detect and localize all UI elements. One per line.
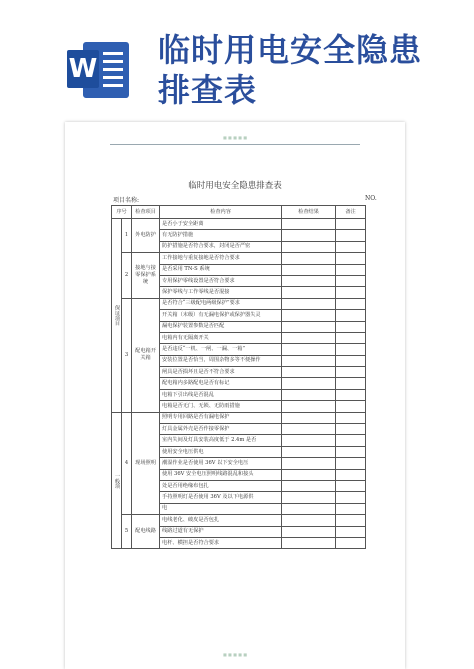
watermark-bottom: ■ ■ ■ ■ ■ — [223, 652, 247, 657]
remark-cell[interactable] — [336, 298, 366, 309]
check-content-cell: 防护措施是否符合要求，封闭是否严密 — [160, 241, 282, 252]
check-result-cell[interactable] — [282, 458, 336, 469]
check-content-cell: 电线老化、破皮是否包扎 — [160, 515, 282, 526]
inspection-table — [111, 205, 366, 549]
banner-title-line1: 临时用电安全隐患 — [158, 31, 423, 69]
number-label: NO. — [365, 195, 377, 202]
row-number-cell: 4 — [122, 412, 132, 515]
check-item-cell: 接地与接零保护系统 — [132, 253, 160, 299]
row-number-cell: 3 — [122, 298, 132, 412]
row-number-cell: 2 — [122, 253, 132, 299]
remark-cell[interactable] — [336, 446, 366, 457]
check-content-cell: 电 — [160, 503, 282, 514]
check-result-cell[interactable] — [282, 492, 336, 503]
remark-cell[interactable] — [336, 469, 366, 480]
check-item-cell: 配电箱开关箱 — [132, 298, 160, 412]
banner-title — [158, 30, 458, 110]
check-content-cell: 电箱内有无隔离开关 — [160, 332, 282, 343]
remark-cell[interactable] — [336, 332, 366, 343]
check-item-cell: 外电防护 — [132, 219, 160, 253]
remark-cell[interactable] — [336, 424, 366, 435]
header-item: 检查项目 — [132, 206, 160, 219]
remark-cell[interactable] — [336, 401, 366, 412]
header-result: 检查结果 — [282, 206, 336, 219]
remark-cell[interactable] — [336, 230, 366, 241]
remark-cell[interactable] — [336, 492, 366, 503]
check-result-cell[interactable] — [282, 378, 336, 389]
check-content-cell: 使用安全电压供电 — [160, 446, 282, 457]
check-content-cell: 是否符合“三级配电两级保护”要求 — [160, 298, 282, 309]
check-content-cell: 潮湿作业是否使用 36V 以下安全电压 — [160, 458, 282, 469]
watermark-top: ■ ■ ■ ■ ■ — [223, 135, 247, 140]
banner — [0, 0, 474, 112]
header-content: 检查内容 — [160, 206, 282, 219]
check-result-cell[interactable] — [282, 321, 336, 332]
table-row — [112, 515, 366, 526]
check-result-cell[interactable] — [282, 480, 336, 491]
banner-title-line2: 排查表 — [158, 71, 258, 109]
check-result-cell[interactable] — [282, 287, 336, 298]
remark-cell[interactable] — [336, 287, 366, 298]
remark-cell[interactable] — [336, 241, 366, 252]
check-content-cell: 专用保护零线设置是否符合要求 — [160, 275, 282, 286]
remark-cell[interactable] — [336, 537, 366, 548]
check-result-cell[interactable] — [282, 219, 336, 230]
check-content-cell: 手持照明灯是否使用 36V 及以下电源供 — [160, 492, 282, 503]
header-no: 序号 — [112, 206, 132, 219]
document-title: 临时用电安全隐患排查表 — [188, 181, 282, 191]
check-result-cell[interactable] — [282, 446, 336, 457]
remark-cell[interactable] — [336, 515, 366, 526]
remark-cell[interactable] — [336, 310, 366, 321]
remark-cell[interactable] — [336, 264, 366, 275]
row-number-cell: 1 — [122, 219, 132, 253]
remark-cell[interactable] — [336, 253, 366, 264]
category-cell: 保证项目 — [112, 219, 122, 413]
check-content-cell: 工作接地与重复接地是否符合要求 — [160, 253, 282, 264]
check-content-cell: 是否小于安全距离 — [160, 219, 282, 230]
check-result-cell[interactable] — [282, 264, 336, 275]
check-content-cell: 开关箱（末级）有无漏电保护或保护器失灵 — [160, 310, 282, 321]
check-content-cell: 室内失间及灯具安装高度低于 2.4m 是否 — [160, 435, 282, 446]
remark-cell[interactable] — [336, 219, 366, 230]
row-number-cell: 5 — [122, 515, 132, 549]
remark-cell[interactable] — [336, 275, 366, 286]
check-result-cell[interactable] — [282, 412, 336, 423]
check-result-cell[interactable] — [282, 253, 336, 264]
table-row — [112, 412, 366, 423]
check-content-cell: 是否采用 TN-S 系统 — [160, 264, 282, 275]
document-page — [65, 122, 405, 669]
header-remark: 备注 — [336, 206, 366, 219]
remark-cell[interactable] — [336, 367, 366, 378]
header-rule — [110, 144, 360, 145]
check-result-cell[interactable] — [282, 298, 336, 309]
check-result-cell[interactable] — [282, 230, 336, 241]
check-result-cell[interactable] — [282, 537, 336, 548]
check-content-cell: 有无防护措施 — [160, 230, 282, 241]
remark-cell[interactable] — [336, 412, 366, 423]
remark-cell[interactable] — [336, 355, 366, 366]
remark-cell[interactable] — [336, 480, 366, 491]
category-cell: 一般项 — [112, 412, 122, 549]
check-content-cell: 照明专用回路是否有漏电保护 — [160, 412, 282, 423]
table-row — [112, 253, 366, 264]
check-result-cell[interactable] — [282, 424, 336, 435]
check-result-cell[interactable] — [282, 241, 336, 252]
table-header-row — [112, 206, 366, 219]
check-result-cell[interactable] — [282, 344, 336, 355]
check-result-cell[interactable] — [282, 435, 336, 446]
check-content-cell: 保护零线与工作零线是否混接 — [160, 287, 282, 298]
check-result-cell[interactable] — [282, 310, 336, 321]
remark-cell[interactable] — [336, 458, 366, 469]
check-result-cell[interactable] — [282, 401, 336, 412]
remark-cell[interactable] — [336, 344, 366, 355]
check-item-cell: 配电线路 — [132, 515, 160, 549]
check-content-cell: 处是否用绝缘布包扎 — [160, 480, 282, 491]
check-result-cell[interactable] — [282, 332, 336, 343]
check-result-cell[interactable] — [282, 355, 336, 366]
remark-cell[interactable] — [336, 435, 366, 446]
word-document-icon — [65, 38, 133, 102]
table-row — [112, 298, 366, 309]
check-result-cell[interactable] — [282, 367, 336, 378]
check-content-cell: 线路过道有无保护 — [160, 526, 282, 537]
check-content-cell: 使用 36V 安全电压照明线路混乱和接头 — [160, 469, 282, 480]
word-icon-letter: W — [67, 50, 99, 88]
check-content-cell: 电箱下引出线是否混乱 — [160, 389, 282, 400]
check-content-cell: 是否违反“一机、一闸、一漏、一箱” — [160, 344, 282, 355]
check-content-cell: 电杆、横担是否符合要求 — [160, 537, 282, 548]
remark-cell[interactable] — [336, 321, 366, 332]
check-result-cell[interactable] — [282, 515, 336, 526]
remark-cell[interactable] — [336, 378, 366, 389]
check-content-cell: 闸具是否损坏且是否不符合要求 — [160, 367, 282, 378]
check-item-cell: 现场照明 — [132, 412, 160, 515]
check-content-cell: 电箱是否无门、无锁、无防雨措施 — [160, 401, 282, 412]
remark-cell[interactable] — [336, 389, 366, 400]
check-content-cell: 灯具金属外壳是否作接零保护 — [160, 424, 282, 435]
check-result-cell[interactable] — [282, 503, 336, 514]
table-row — [112, 219, 366, 230]
check-result-cell[interactable] — [282, 389, 336, 400]
check-content-cell: 安装位置是否恰当，周围杂物多等不便操作 — [160, 355, 282, 366]
remark-cell[interactable] — [336, 526, 366, 537]
check-content-cell: 漏电保护装置参数是否匹配 — [160, 321, 282, 332]
check-result-cell[interactable] — [282, 526, 336, 537]
check-result-cell[interactable] — [282, 469, 336, 480]
check-content-cell: 配电箱内多路配电是否有标记 — [160, 378, 282, 389]
check-result-cell[interactable] — [282, 275, 336, 286]
project-name-label: 项目名称: — [113, 197, 140, 204]
remark-cell[interactable] — [336, 503, 366, 514]
